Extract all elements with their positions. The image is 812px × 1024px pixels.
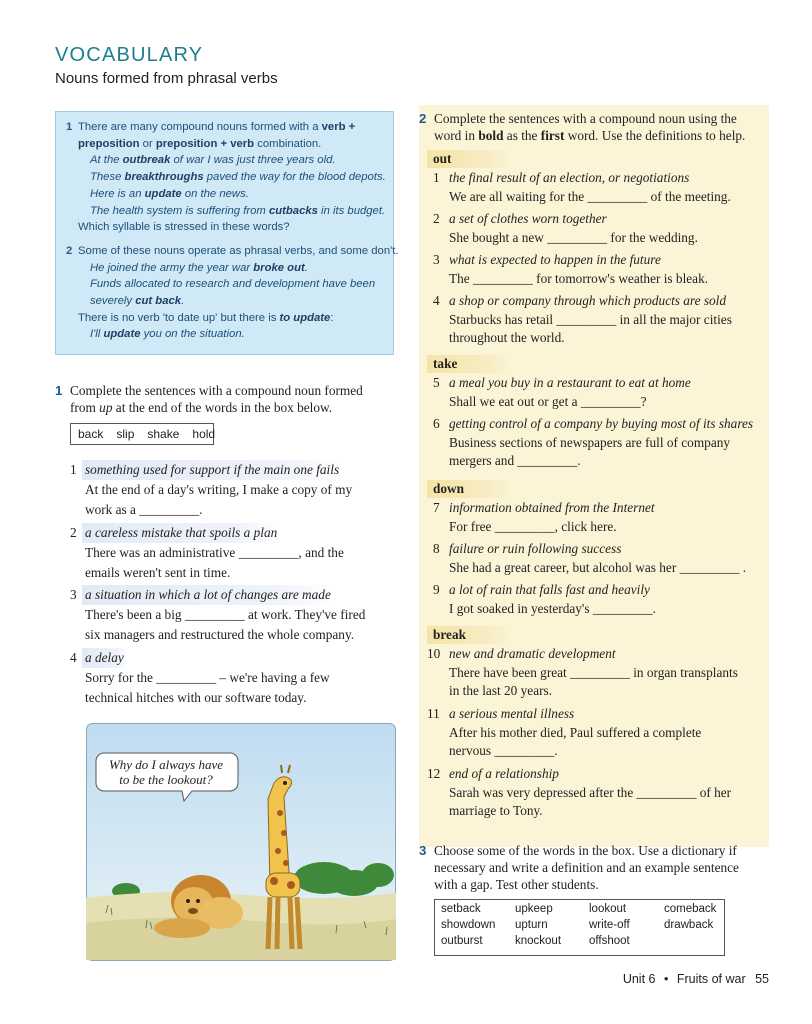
- exercise-number: 3: [419, 843, 427, 858]
- page-subtitle: Nouns formed from phrasal verbs: [55, 70, 278, 87]
- item-definition: a situation in which a lot of changes are made: [82, 585, 335, 605]
- word-box-item: outburst: [441, 935, 483, 947]
- word-box-item: shake: [147, 427, 180, 441]
- exercise-item: 7 information obtained from the Internet For free _________, click here.: [433, 500, 655, 534]
- page-footer: [623, 972, 769, 986]
- info-bold: verb +: [321, 121, 356, 133]
- info-bold: preposition + verb: [155, 137, 255, 150]
- word-box-item: drawback: [664, 919, 714, 931]
- word-box-ex3: [434, 899, 725, 956]
- cartoon-image: [86, 723, 396, 961]
- speech-bubble-line: to be the lookout?: [119, 772, 213, 787]
- word-box-item: comeback: [664, 903, 717, 915]
- info-note: There is no verb 'to date up' but there is to update:: [78, 311, 334, 324]
- exercise-item: 4 a delay Sorry for the _________ – we're having a few technical hitches with our software today.: [70, 650, 330, 705]
- info-example: These breakthroughs paved the way for the blood depots.: [90, 171, 386, 184]
- word-box-item: showdown: [441, 919, 496, 931]
- info-example: Funds allocated to research and development have been: [90, 278, 376, 291]
- item-definition: a careless mistake that spoils a plan: [82, 523, 281, 543]
- info-text: There are many compound nouns formed with a: [78, 121, 322, 133]
- instruction-line: from up at the end of the words in the box below.: [70, 400, 333, 415]
- info-text: or: [139, 137, 156, 150]
- item-definition: something used for support if the main one fails: [82, 460, 343, 480]
- group-label-break: break: [427, 626, 513, 644]
- info-text: combination.: [254, 137, 322, 150]
- instruction-line: Choose some of the words in the box. Use a dictionary if: [434, 843, 737, 858]
- word-box-item: offshoot: [589, 935, 630, 947]
- instruction-line: necessary and write a definition and an example sentence: [434, 860, 739, 875]
- info-question: Which syllable is stressed in these words?: [78, 221, 290, 234]
- info-number: 1: [66, 121, 73, 133]
- info-example: severely cut back.: [90, 295, 185, 308]
- info-example: I'll update you on the situation.: [90, 328, 245, 341]
- group-label-down: down: [427, 480, 513, 498]
- word-box-item: slip: [116, 427, 135, 441]
- exercise-item: 5 a meal you buy in a restaurant to eat at home Shall we eat out or get a _________?: [433, 375, 691, 409]
- word-box-item: lookout: [589, 903, 627, 915]
- page-number: 55: [755, 972, 769, 986]
- exercise-number: 1: [55, 383, 63, 398]
- word-box-item: upkeep: [515, 903, 553, 915]
- instruction-line: Complete the sentences with a compound noun formed: [70, 383, 363, 398]
- exercise-item: 12 end of a relationship Sarah was very depressed after the _________ of her marriage to Tony.: [427, 766, 732, 818]
- word-box: [70, 423, 214, 445]
- exercise-3-instructions: [419, 842, 769, 893]
- instruction-line: Complete the sentences with a compound noun using the: [434, 111, 737, 126]
- info-example: Here is an update on the news.: [90, 187, 249, 200]
- exercise-item: 4 a shop or company through which products are sold Starbucks has retail _________ in all the major cities throughout the world.: [433, 293, 732, 345]
- info-example: At the outbreak of war I was just three years old.: [90, 154, 336, 167]
- footer-unit: Unit 6: [622, 972, 656, 986]
- exercise-item: 11 a serious mental illness After his mother died, Paul suffered a complete nervous _________.: [427, 706, 702, 758]
- info-bold: preposition: [78, 137, 140, 150]
- speech-bubble-line: Why do I always have: [108, 757, 224, 772]
- instruction-line: with a gap. Test other students.: [434, 877, 599, 892]
- info-example: He joined the army the year war broke out.: [90, 261, 308, 274]
- exercise-1-instructions: [55, 382, 395, 416]
- word-box-item: back: [78, 427, 104, 441]
- info-number: 2: [66, 244, 73, 257]
- page-title: VOCABULARY: [55, 44, 204, 66]
- info-example: The health system is suffering from cutbacks in its budget.: [90, 204, 386, 217]
- word-box-item: hold: [192, 427, 216, 441]
- footer-section: Fruits of war: [676, 972, 746, 986]
- group-label-out: out: [427, 150, 513, 168]
- grammar-info-box: [55, 111, 399, 355]
- instruction-line: word in bold as the first word. Use the definitions to help.: [434, 128, 746, 143]
- exercise-item: 2 a careless mistake that spoils a plan There was an administrative _________, and the emails weren't sent in time.: [70, 525, 344, 580]
- word-box-item: setback: [441, 903, 481, 915]
- exercise-item: 3 what is expected to happen in the future The _________ for tomorrow's weather is bleak.: [433, 252, 709, 286]
- exercise-number: 2: [419, 111, 427, 126]
- exercise-item: 9 a lot of rain that falls fast and heavily I got soaked in yesterday's _________.: [433, 582, 656, 616]
- exercise-2-instructions: [419, 110, 769, 144]
- exercise-item: 3 a situation in which a lot of changes are made There's been a big _________ at work. They've fired six managers and restructured the whole company.: [70, 587, 366, 642]
- word-box-item: write-off: [589, 919, 630, 931]
- word-box-item: knockout: [515, 935, 562, 947]
- exercise-item: 1 something used for support if the main one fails At the end of a day's writing, I make a copy of my work as a _________.: [70, 462, 353, 517]
- item-definition: a delay: [82, 648, 128, 668]
- footer-separator: •: [663, 972, 669, 986]
- info-text: Some of these nouns operate as phrasal verbs, and some don't.: [78, 244, 399, 257]
- group-label-take: take: [427, 355, 513, 373]
- exercise-item: 2 a set of clothes worn together She bought a new _________ for the wedding.: [433, 211, 698, 245]
- exercise-item: 10 new and dramatic development There have been great _________ in organ transplants in the last 20 years.: [427, 646, 738, 698]
- cartoon-illustration: [86, 723, 396, 961]
- exercise-item: 8 failure or ruin following success She had a great career, but alcohol was her _________ .: [433, 541, 747, 575]
- exercise-item: 1 the final result of an election, or negotiations We are all waiting for the _________ of the meeting.: [433, 170, 731, 204]
- word-box-item: upturn: [515, 919, 548, 931]
- exercise-item: 6 getting control of a company by buying most of its shares Business sections of newspapers are full of company mergers and _________.: [433, 416, 754, 468]
